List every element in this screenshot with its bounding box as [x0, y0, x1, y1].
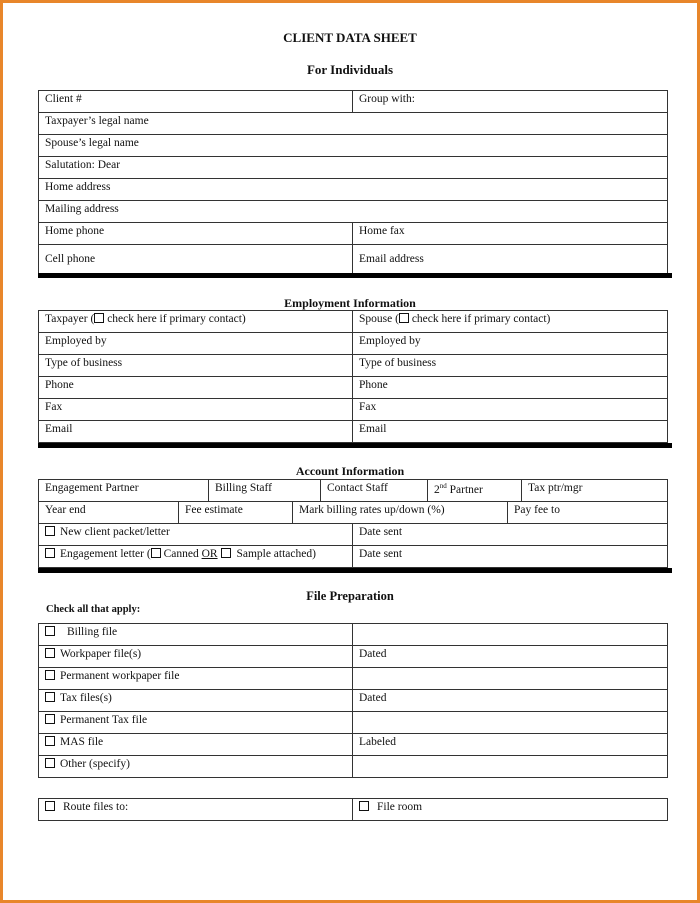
cell-phone-field[interactable]: Cell phone	[39, 245, 353, 275]
fee-estimate-field[interactable]: Fee estimate	[179, 502, 293, 524]
file-item-label: Permanent workpaper file	[60, 670, 180, 682]
pay-fee-to-field[interactable]: Pay fee to	[508, 502, 668, 524]
file-room-label: File room	[377, 801, 423, 813]
year-end-field[interactable]: Year end	[39, 502, 179, 524]
billing-rates-field[interactable]: Mark billing rates up/down (%)	[293, 502, 508, 524]
mailing-address-field[interactable]: Mailing address	[39, 201, 668, 223]
tax-files-checkbox[interactable]	[45, 692, 55, 702]
routing-table	[38, 798, 668, 821]
account-heading: Account Information	[295, 464, 405, 478]
home-phone-field[interactable]: Home phone	[39, 223, 353, 245]
file-item	[39, 756, 353, 778]
employment-heading: Employment Information	[284, 296, 416, 310]
taxpayer-employed-by-field[interactable]: Employed by	[39, 333, 353, 355]
file-prep-table	[38, 623, 668, 778]
file-prep-heading: File Preparation	[306, 589, 394, 603]
file-item-detail[interactable]: Dated	[353, 690, 668, 712]
file-item-label: Other (specify)	[60, 758, 130, 770]
document-subtitle: For Individuals	[306, 62, 394, 77]
file-item-detail[interactable]	[353, 712, 668, 734]
file-item-label: MAS file	[60, 736, 104, 748]
account-row-2	[38, 501, 668, 524]
second-partner-number: 2	[434, 483, 440, 496]
second-partner-label: Partner	[446, 483, 483, 496]
check-all-label: Check all that apply:	[46, 604, 141, 615]
taxpayer-phone-field[interactable]: Phone	[39, 377, 353, 399]
canned-label: Canned	[160, 548, 202, 560]
billing-file-checkbox[interactable]	[45, 626, 55, 636]
mas-file-checkbox[interactable]	[45, 736, 55, 746]
or-label: OR	[201, 548, 218, 560]
file-item-detail[interactable]: Dated	[353, 646, 668, 668]
date-sent-field-1[interactable]: Date sent	[353, 524, 668, 546]
taxpayer-label: Taxpayer (	[45, 313, 95, 325]
file-item-detail[interactable]	[353, 624, 668, 646]
engagement-letter-item	[39, 546, 353, 568]
new-client-packet-checkbox[interactable]	[45, 526, 55, 536]
spouse-phone-field[interactable]: Phone	[353, 377, 668, 399]
spouse-label: Spouse (	[359, 313, 399, 325]
group-with-field[interactable]: Group with:	[353, 91, 668, 113]
section-divider	[38, 443, 672, 448]
file-item-detail[interactable]	[353, 668, 668, 690]
taxpayer-legal-name-field[interactable]: Taxpayer’s legal name	[39, 113, 668, 135]
file-room-checkbox[interactable]	[359, 801, 369, 811]
route-files-item	[39, 799, 353, 821]
account-row-3	[38, 523, 668, 568]
new-client-packet-item	[39, 524, 353, 546]
contact-staff-field[interactable]: Contact Staff	[321, 480, 428, 502]
sample-attached-label: Sample attached)	[233, 548, 316, 560]
date-sent-field-2[interactable]: Date sent	[353, 546, 668, 568]
section-divider	[38, 568, 672, 573]
taxpayer-primary-contact	[39, 311, 353, 333]
file-item	[39, 712, 353, 734]
file-item-label: Permanent Tax file	[60, 714, 148, 726]
spouse-primary-checkbox[interactable]	[399, 313, 409, 323]
account-row-1	[38, 479, 668, 502]
spouse-check-text: check here if primary contact)	[408, 313, 551, 325]
client-info-table	[38, 90, 668, 275]
sample-attached-checkbox[interactable]	[221, 548, 231, 558]
section-divider	[38, 273, 672, 278]
second-partner-field[interactable]	[428, 480, 522, 502]
file-item	[39, 690, 353, 712]
billing-staff-field[interactable]: Billing Staff	[209, 480, 321, 502]
workpaper-file-checkbox[interactable]	[45, 648, 55, 658]
taxpayer-email-field[interactable]: Email	[39, 421, 353, 443]
second-partner-ordinal: nd	[439, 482, 447, 490]
spouse-email-field[interactable]: Email	[353, 421, 668, 443]
taxpayer-check-text: check here if primary contact)	[104, 313, 246, 325]
permanent-workpaper-checkbox[interactable]	[45, 670, 55, 680]
home-fax-field[interactable]: Home fax	[353, 223, 668, 245]
spouse-fax-field[interactable]: Fax	[353, 399, 668, 421]
file-item-detail[interactable]	[353, 756, 668, 778]
engagement-letter-checkbox[interactable]	[45, 548, 55, 558]
route-files-label: Route files to:	[63, 801, 129, 813]
file-item	[39, 624, 353, 646]
client-number-field[interactable]: Client #	[39, 91, 353, 113]
spouse-business-type-field[interactable]: Type of business	[353, 355, 668, 377]
file-item-detail[interactable]: Labeled	[353, 734, 668, 756]
taxpayer-primary-checkbox[interactable]	[94, 313, 104, 323]
canned-checkbox[interactable]	[151, 548, 161, 558]
employment-table	[38, 310, 668, 443]
permanent-tax-file-checkbox[interactable]	[45, 714, 55, 724]
document-title: CLIENT DATA SHEET	[283, 30, 417, 45]
taxpayer-fax-field[interactable]: Fax	[39, 399, 353, 421]
file-item-label: Workpaper file(s)	[60, 648, 142, 660]
tax-ptr-mgr-field[interactable]: Tax ptr/mgr	[522, 480, 668, 502]
email-address-field[interactable]: Email address	[353, 245, 668, 275]
new-client-packet-label: New client packet/letter	[60, 526, 170, 538]
spouse-primary-contact	[353, 311, 668, 333]
file-item	[39, 734, 353, 756]
file-item	[39, 646, 353, 668]
spouse-legal-name-field[interactable]: Spouse’s legal name	[39, 135, 668, 157]
other-specify-checkbox[interactable]	[45, 758, 55, 768]
engagement-letter-label: Engagement letter (	[60, 548, 151, 560]
home-address-field[interactable]: Home address	[39, 179, 668, 201]
file-item-label: Tax files(s)	[60, 692, 112, 704]
spouse-employed-by-field[interactable]: Employed by	[353, 333, 668, 355]
salutation-field[interactable]: Salutation: Dear	[39, 157, 668, 179]
engagement-partner-field[interactable]: Engagement Partner	[39, 480, 209, 502]
route-files-checkbox[interactable]	[45, 801, 55, 811]
file-item	[39, 668, 353, 690]
file-item-label: Billing file	[67, 626, 118, 638]
file-room-item	[353, 799, 668, 821]
taxpayer-business-type-field[interactable]: Type of business	[39, 355, 353, 377]
